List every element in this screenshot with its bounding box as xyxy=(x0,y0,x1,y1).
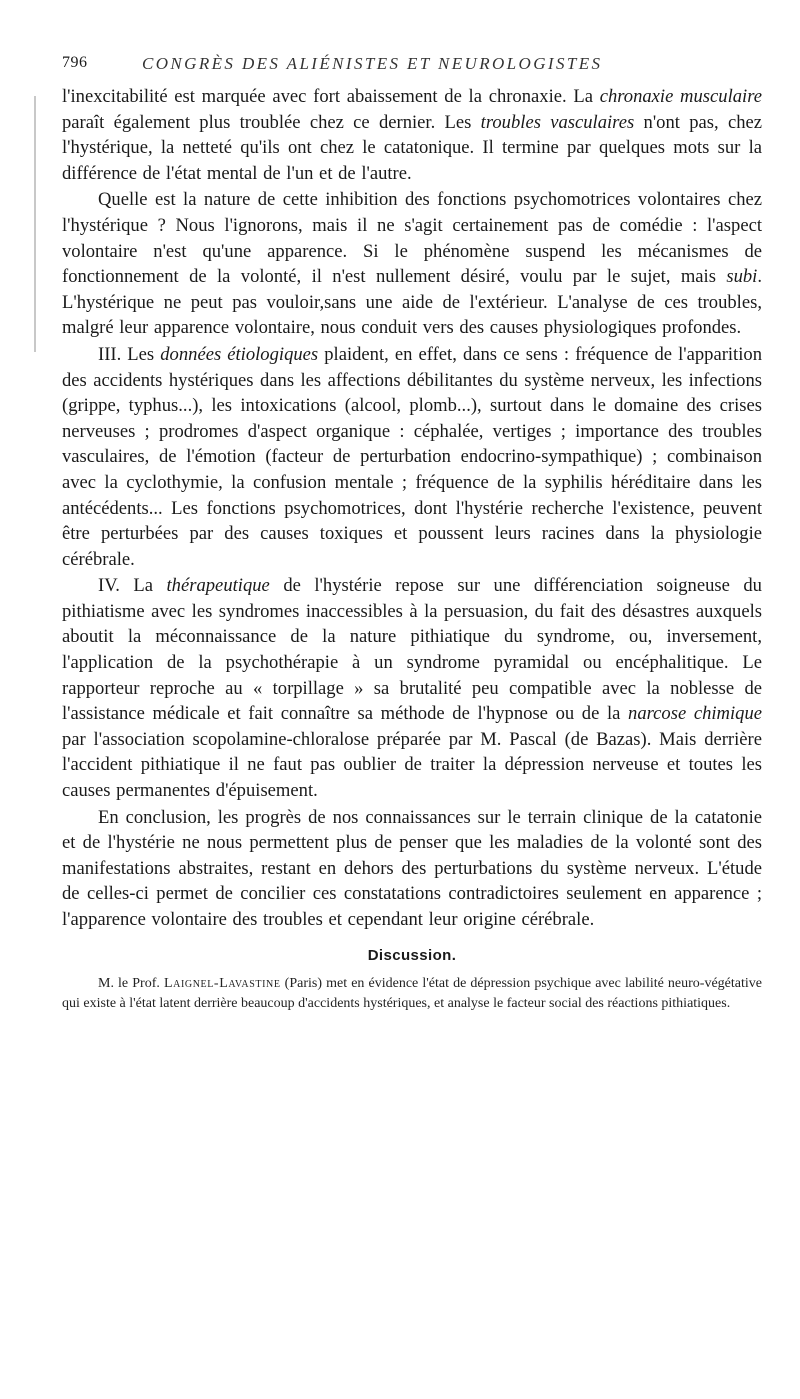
paragraph-5-conclusion: En conclusion, les progrès de nos connaissances sur le terrain clinique de la catatonie et de l'hystérie ne nous permettent plus de penser que les maladies de la volonté sont des manifestations abstraites, restant en dehors des perturbations du système nerveux. L'étude de celles-ci permet de concilier ces constatations contradictoires seulement en apparence ; l'apparence volontaire des troubles et cependant leur origine cérébrale. xyxy=(62,806,762,930)
discussion-text: M. le Prof. Laignel-Lavastine (Paris) met en évidence l'état de dépression psychique avec labilité neuro-végétative qui existe à l'état latent derrière beaucoup d'accidents hystériques, et analyse le facteur social des réactions pithiatiques. xyxy=(62,975,762,1011)
term-troubles-vasculaires: troubles vasculaires xyxy=(480,111,635,133)
term-chronaxie-musculaire: chronaxie musculaire xyxy=(599,86,762,107)
paragraph-3: III. Les données étiologiques plaident, en effet, dans ce sens : fréquence de l'apparition des accidents hystériques dans les affections débilitantes du système nerveux, les infections (grippe, typhus...), les intoxications (alcool, plomb...), surtout dans le domaine des crises nerveuses ; prodromes d'aspect organique : céphalée, vertiges ; importance des troubles vasculaires, de l'émotion (facteur de perturbation endocrino-sympathique) ; combinaison avec la cyclothymie, la confusion mentale ; fréquence de la syphilis héréditaire dans les antécédents... Les fonctions psychomotrices, dont l'hystérie recherche l'existence, peuvent être perturbées par des causes toxiques et poussent leurs racines dans la physiologie cérébrale. xyxy=(62,343,762,570)
journal-title: CONGRÈS DES ALIÉNISTES ET NEUROLOGISTES xyxy=(142,54,603,73)
speaker-name: Laignel-Lavastine xyxy=(163,975,281,991)
paragraph-1: l'inexcitabilité est marquée avec fort abaissement de la chronaxie. La chronaxie musculaire paraît également plus troublée chez ce dernier. Les troubles vasculaires n'ont pas, chez l'hystérique, la netteté qu'ils ont chez le catatonique. Il termine par quelques mots sur la différence de l'état mental de l'un et de l'autre. xyxy=(62,86,763,184)
term-therapeutique: thérapeutique xyxy=(166,575,270,597)
discussion-heading: Discussion. xyxy=(367,946,457,964)
running-head xyxy=(62,54,762,84)
term-subi: subi xyxy=(726,266,758,288)
paragraph-4: IV. La thérapeutique de l'hystérie repose sur une différenciation soigneuse du pithiatisme avec les syndromes inaccessibles à la persuasion, du fait des désastres auxquels aboutit la méconnaissance de la nature pithiatique du syndrome, ou, inversement, l'application de la psychothérapie à un syndrome pyramidal ou encéphalitique. Le rapporteur reproche au « torpillage » sa brutalité peu compatible avec la noblesse de l'assistance médicale et fait connaître sa méthode de l'hypnose ou de la narcose chimique par l'association scopolamine-chloralose préparée par M. Pascal (de Bazas). Mais derrière l'accident pithiatique il ne faut pas oublier de traiter la dépression nerveuse et toutes les causes permanentes d'épuisement. xyxy=(62,575,762,802)
page xyxy=(62,54,762,1014)
article-body xyxy=(62,84,762,933)
term-narcose-chimique: narcose chimique xyxy=(628,703,762,725)
left-margin-mark xyxy=(34,96,36,352)
term-donnees-etiologiques: données étiologiques xyxy=(160,343,319,365)
paragraph-2: Quelle est la nature de cette inhibition des fonctions psychomotrices volontaires chez l'hystérique ? Nous l'ignorons, mais il ne s'agit certainement pas de comédie : l'aspect volontaire n'est qu'une apparence. Si le phénomène suspend les mécanismes de fonctionnement de la volonté, il n'est nullement désiré, voulu par le sujet, mais subi. L'hystérique ne peut pas vouloir,sans une aide de l'extérieur. L'analyse de ces troubles, malgré leur apparence volontaire, nous conduit vers des causes physiologiques profondes. xyxy=(62,189,762,339)
page-number: 796 xyxy=(62,54,88,71)
